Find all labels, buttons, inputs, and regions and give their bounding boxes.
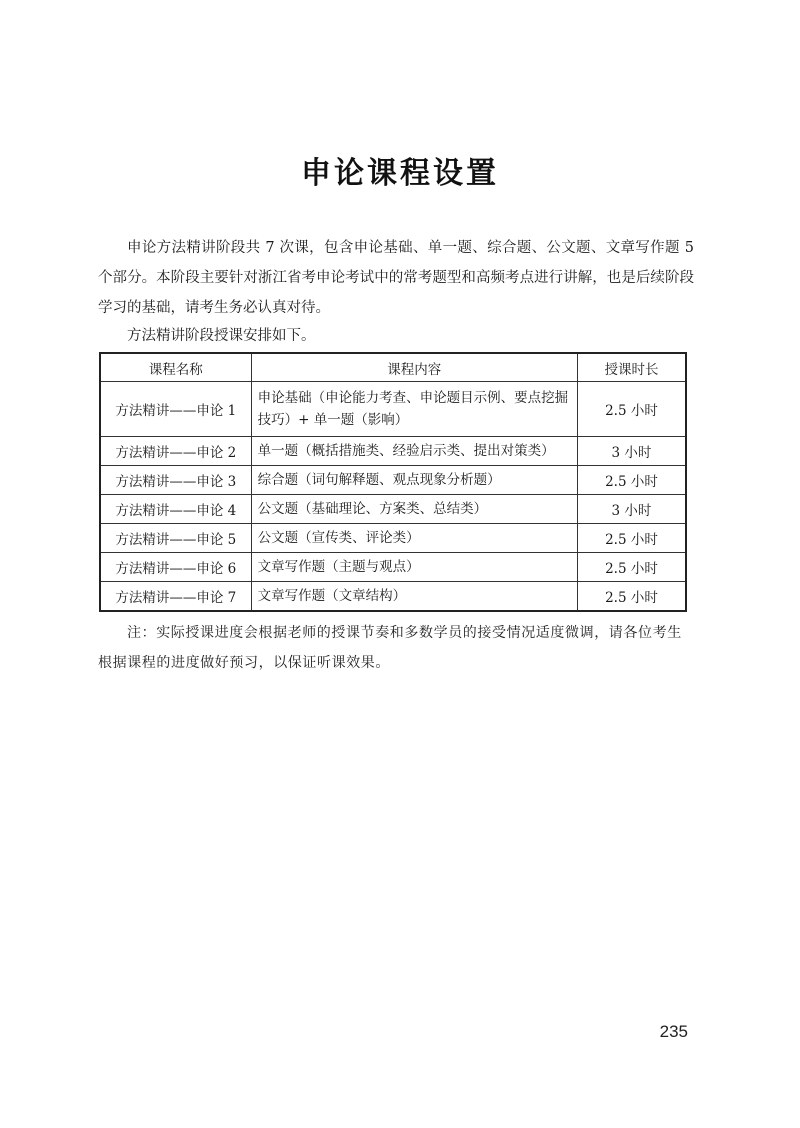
header-course-content: 课程内容 [251, 353, 577, 382]
header-course-hours: 授课时长 [577, 353, 686, 382]
table-row [100, 553, 686, 582]
table-row [100, 382, 686, 437]
course-hours-cell: 3 小时 [577, 437, 686, 466]
course-content-cell: 公文题（宣传类、评论类） [251, 524, 577, 553]
course-hours-cell: 2.5 小时 [577, 582, 686, 612]
course-name-cell: 方法精讲——申论 3 [100, 466, 251, 495]
course-hours-cell: 2.5 小时 [577, 466, 686, 495]
course-hours-cell: 3 小时 [577, 495, 686, 524]
table-row [100, 582, 686, 612]
table-row [100, 466, 686, 495]
schedule-intro-text: 方法精讲阶段授课安排如下。 [127, 328, 316, 344]
table-row [100, 495, 686, 524]
course-name-cell: 方法精讲——申论 4 [100, 495, 251, 524]
course-content-cell: 文章写作题（文章结构） [251, 582, 577, 612]
header-course-name: 课程名称 [100, 353, 251, 382]
course-schedule-table [99, 352, 687, 612]
course-hours-cell: 2.5 小时 [577, 382, 686, 437]
intro-paragraph: 申论方法精讲阶段共 7 次课，包含申论基础、单一题、综合题、公文题、文章写作题 5 个部分。本阶段主要针对浙江省考申论考试中的常考题型和高频考点进行讲解，也是后续阶段学习的基础，请考生务必认真对待。 [98, 240, 694, 316]
footnote-text: 注：实际授课进度会根据老师的授课节奏和多数学员的接受情况适度微调，请各位考生根据课程的进度做好预习，以保证听课效果。 [98, 625, 682, 671]
page-title: 申论课程设置 [301, 156, 499, 191]
course-hours-cell: 2.5 小时 [577, 553, 686, 582]
course-name-cell: 方法精讲——申论 1 [100, 382, 251, 437]
page-number: 235 [659, 1022, 688, 1041]
course-name-cell: 方法精讲——申论 2 [100, 437, 251, 466]
course-content-cell: 文章写作题（主题与观点） [251, 553, 577, 582]
course-hours-cell: 2.5 小时 [577, 524, 686, 553]
course-content-cell: 申论基础（申论能力考查、申论题目示例、要点挖掘技巧）+ 单一题（影响） [251, 382, 577, 437]
course-name-cell: 方法精讲——申论 6 [100, 553, 251, 582]
table-header-row [100, 353, 686, 382]
course-content-cell: 综合题（词句解释题、观点现象分析题） [251, 466, 577, 495]
table-row [100, 437, 686, 466]
course-content-cell: 单一题（概括措施类、经验启示类、提出对策类） [251, 437, 577, 466]
table-row [100, 524, 686, 553]
course-content-cell: 公文题（基础理论、方案类、总结类） [251, 495, 577, 524]
course-name-cell: 方法精讲——申论 7 [100, 582, 251, 612]
course-name-cell: 方法精讲——申论 5 [100, 524, 251, 553]
